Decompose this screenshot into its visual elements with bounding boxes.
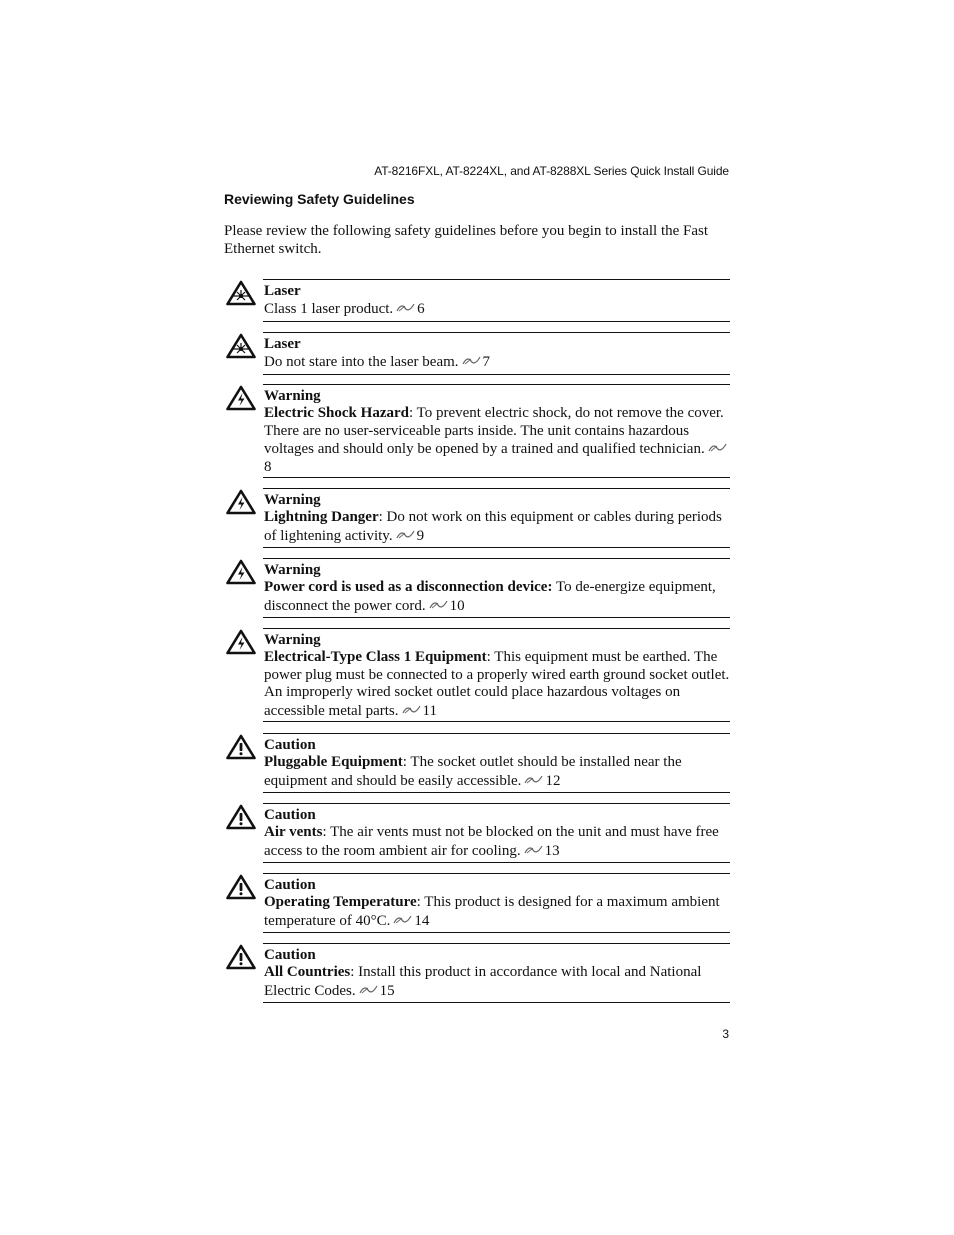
notice-body [264,388,730,476]
safety-notice [224,279,730,321]
notice-top-rule [263,873,730,874]
notice-text: : To prevent electric shock, do not remove the cover. There are no user-serviceable parts inside. The unit contains hazardous voltages and should only be opened by a trained and qualified technician. [264,405,724,458]
translation-reference-icon [396,527,415,536]
notice-lead: Power cord is used as a disconnection device: [264,579,553,596]
notice-body [264,807,730,860]
electric-shock-icon [226,559,256,585]
notice-bottom-rule [263,721,730,722]
laser-icon [226,333,256,359]
notice-body [264,947,730,1000]
notice-text: : The air vents must not be blocked on the unit and must have free access to the room ambient air for cooling. [264,824,719,859]
notice-top-rule [263,733,730,734]
page-number: 3 [722,1027,729,1041]
notice-heading: Caution [264,807,316,823]
safety-notice [224,628,730,721]
safety-notice [224,943,730,1002]
notice-heading: Warning [264,562,321,578]
notice-top-rule [263,558,730,559]
notice-bottom-rule [263,932,730,933]
notice-bottom-rule [263,374,730,375]
notice-text: : Install this product in accordance with local and National Electric Codes. [264,964,702,999]
notice-lead: All Countries [264,964,351,981]
caution-icon [226,804,256,830]
running-header: AT-8216FXL, AT-8224XL, and AT-8288XL Series Quick Install Guide [374,164,729,178]
electric-shock-icon [226,629,256,655]
notice-body [264,283,730,319]
notice-body [264,492,730,545]
notice-heading: Caution [264,877,316,893]
translation-reference-icon [462,353,481,362]
notice-lead: Lightning Danger [264,509,379,526]
notice-heading: Warning [264,388,321,404]
notice-lead: Electric Shock Hazard [264,405,409,422]
notice-body [264,562,730,615]
notice-heading: Caution [264,947,316,963]
notice-lead: Electrical-Type Class 1 Equipment [264,649,487,666]
electric-shock-icon [226,489,256,515]
translation-reference-icon [402,702,421,711]
notice-ref-number: 13 [544,842,560,859]
notice-ref-number: 7 [482,354,491,371]
notice-body [264,336,730,372]
notice-bottom-rule [263,862,730,863]
caution-icon [226,734,256,760]
notice-top-rule [263,488,730,489]
notice-top-rule [263,332,730,333]
translation-reference-icon [359,982,378,991]
safety-notice [224,384,730,477]
notice-heading: Laser [264,283,301,299]
notice-lead: Pluggable Equipment [264,754,403,771]
notice-bottom-rule [263,1002,730,1003]
notice-ref-number: 9 [416,527,425,544]
notice-bottom-rule [263,477,730,478]
safety-notice [224,558,730,617]
notice-text: Class 1 laser product. [264,301,394,318]
notice-heading: Warning [264,632,321,648]
intro-paragraph: Please review the following safety guidelines before you begin to install the Fast Ethernet switch. [224,223,709,257]
translation-reference-icon [393,912,412,921]
notice-text: To de-energize equipment, disconnect the power cord. [264,579,716,614]
notice-ref-number: 15 [379,982,395,999]
caution-icon [226,944,256,970]
notice-bottom-rule [263,321,730,322]
notice-top-rule [263,384,730,385]
notice-heading: Laser [264,336,301,352]
notice-body [264,877,730,930]
notice-lead: Operating Temperature [264,894,417,911]
safety-notice [224,488,730,547]
translation-reference-icon [429,597,448,606]
notice-ref-number: 14 [414,912,430,929]
notice-text: : The socket outlet should be installed near the equipment and should be easily accessible. [264,754,682,789]
translation-reference-icon [396,300,415,309]
notice-top-rule [263,943,730,944]
notice-text: : Do not work on this equipment or cables during periods of lightening activity. [264,509,722,544]
caution-icon [226,874,256,900]
translation-reference-icon [708,440,727,449]
notice-body [264,737,730,790]
notice-ref-number: 8 [264,458,272,475]
notice-top-rule [263,279,730,280]
notice-ref-number: 12 [545,772,561,789]
notice-heading: Warning [264,492,321,508]
translation-reference-icon [524,772,543,781]
notice-bottom-rule [263,547,730,548]
translation-reference-icon [524,842,543,851]
notice-top-rule [263,803,730,804]
electric-shock-icon [226,385,256,411]
notice-text: : This product is designed for a maximum ambient temperature of 40°C. [264,894,720,929]
safety-notice [224,803,730,862]
safety-notice [224,873,730,932]
notice-lead: Air vents [264,824,323,841]
notice-ref-number: 6 [417,301,425,318]
notice-body [264,632,730,720]
safety-notice [224,733,730,792]
notice-ref-number: 11 [422,702,437,719]
notice-text: : This equipment must be earthed. The power plug must be connected to a properly wired earth ground socket outlet. An improperly wired socket outlet could place hazardous voltages on accessible metal parts. [264,649,730,719]
laser-icon [226,280,256,306]
section-title: Reviewing Safety Guidelines [224,191,415,207]
notice-heading: Caution [264,737,316,753]
safety-notice [224,332,730,374]
notice-bottom-rule [263,617,730,618]
notice-top-rule [263,628,730,629]
notice-text: Do not stare into the laser beam. [264,354,459,371]
notice-ref-number: 10 [449,597,465,614]
notice-bottom-rule [263,792,730,793]
